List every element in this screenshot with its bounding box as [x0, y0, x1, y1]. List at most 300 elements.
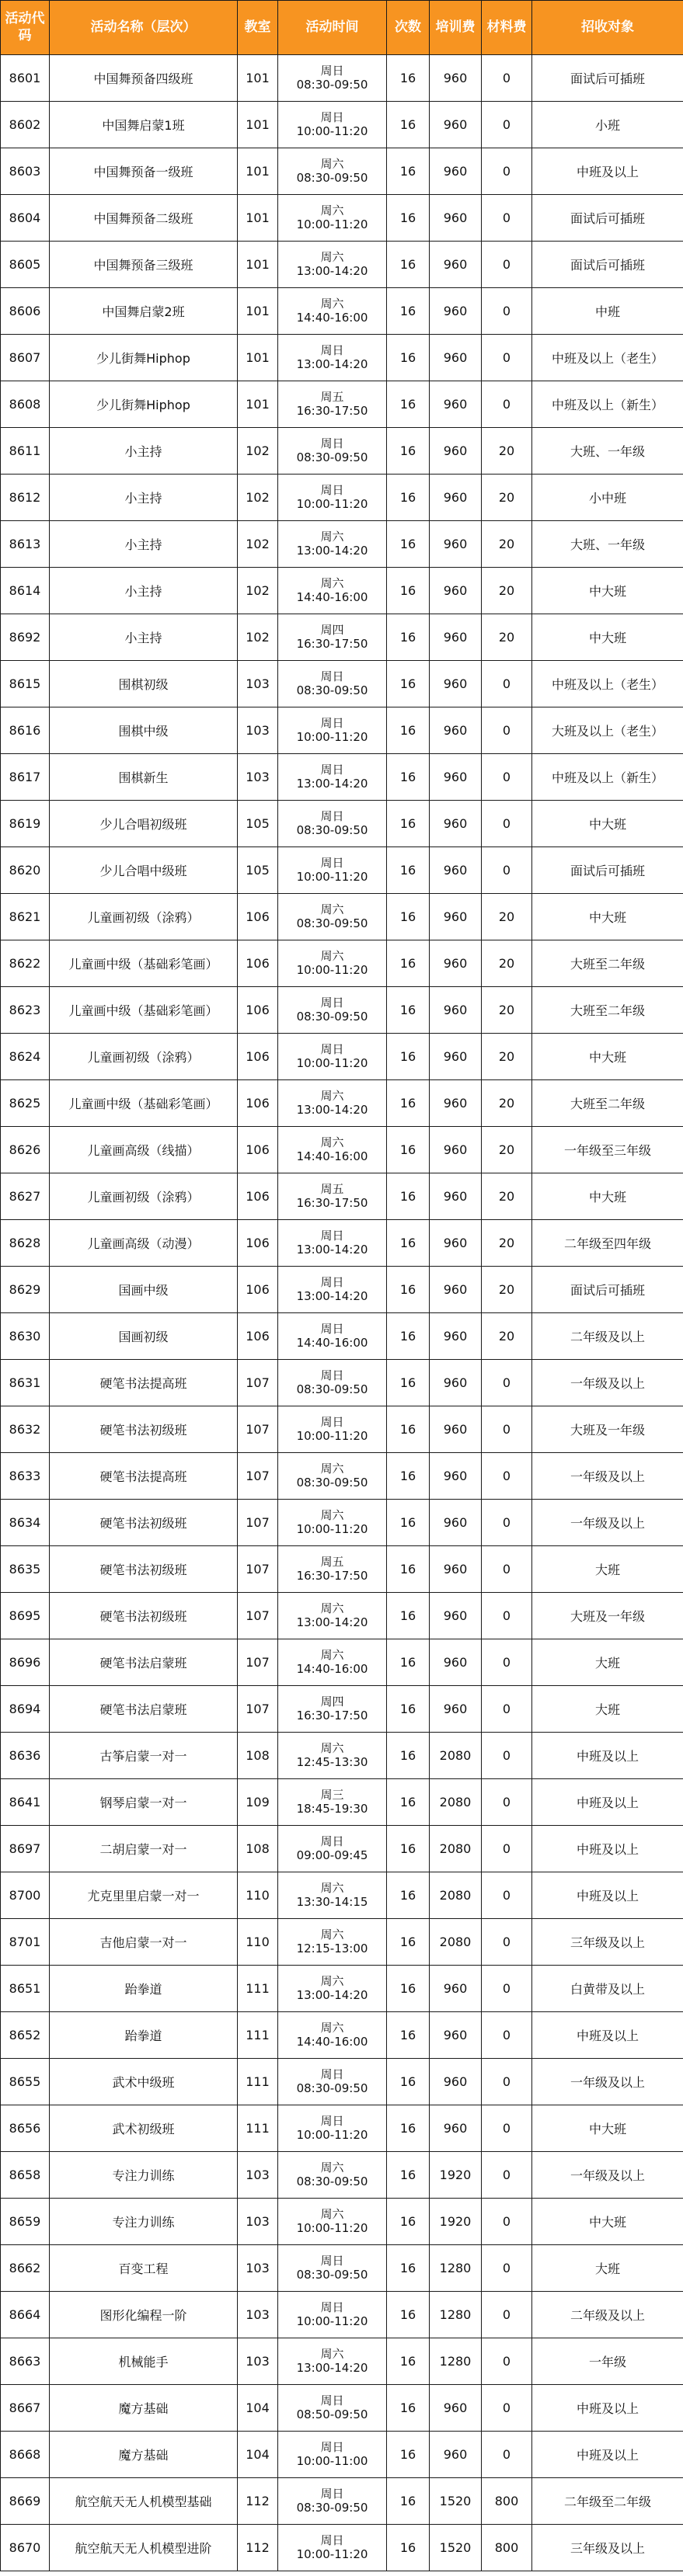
- activity-day: 周日: [320, 856, 344, 871]
- activity-code-cell: 8619: [1, 801, 50, 847]
- tuition-fee-cell: 960: [430, 1500, 482, 1546]
- activity-day: 周六: [320, 203, 344, 218]
- activity-day: 周三: [320, 1788, 344, 1803]
- activity-name-cell: 少儿街舞Hiphop: [50, 335, 238, 381]
- session-count-cell: 16: [387, 1313, 430, 1360]
- activity-day: 周六: [320, 1601, 344, 1616]
- tuition-fee-cell: 2080: [430, 1733, 482, 1779]
- target-students-cell: 中班及以上（新生）: [532, 754, 683, 801]
- activity-code-cell: 8669: [1, 2478, 50, 2525]
- classroom-cell: 101: [238, 195, 278, 242]
- activity-code-cell: 8614: [1, 568, 50, 614]
- activity-time-range: 10:00-11:20: [296, 962, 368, 977]
- activity-name-cell: 小主持: [50, 614, 238, 661]
- classroom-cell: 106: [238, 894, 278, 940]
- activity-day: 周日: [320, 2067, 344, 2082]
- activity-code-cell: 8632: [1, 1406, 50, 1453]
- material-fee-cell: 0: [482, 1406, 532, 1453]
- activity-time-range: 08:30-09:50: [296, 450, 368, 464]
- activity-day: 周日: [320, 1368, 344, 1383]
- classroom-cell: 103: [238, 2199, 278, 2245]
- material-fee-cell: 0: [482, 707, 532, 754]
- tuition-fee-cell: 2080: [430, 1779, 482, 1826]
- classroom-cell: 103: [238, 754, 278, 801]
- table-row: [1, 475, 683, 521]
- material-fee-cell: 0: [482, 1919, 532, 1966]
- activity-code-cell: 8627: [1, 1173, 50, 1220]
- tuition-fee-cell: 960: [430, 1220, 482, 1267]
- activity-day: 周日: [320, 110, 344, 125]
- material-fee-cell: 0: [482, 801, 532, 847]
- classroom-cell: 112: [238, 2478, 278, 2525]
- activity-code-cell: 8621: [1, 894, 50, 940]
- tuition-fee-cell: 1280: [430, 2338, 482, 2385]
- table-row: [1, 2105, 683, 2152]
- activity-name-cell: 中国舞启蒙2班: [50, 288, 238, 335]
- tuition-fee-cell: 960: [430, 1034, 482, 1080]
- session-count-cell: 16: [387, 2105, 430, 2152]
- activity-code-cell: 8656: [1, 2105, 50, 2152]
- table-row: [1, 1639, 683, 1686]
- activity-day: 周日: [320, 2300, 344, 2315]
- target-students-cell: 一年级及以上: [532, 1360, 683, 1406]
- activity-time-range: 10:00-11:20: [296, 496, 368, 511]
- activity-time-range: 16:30-17:50: [296, 403, 368, 418]
- activity-time-cell: [278, 707, 387, 754]
- activity-time-range: 14:40-16:00: [296, 589, 368, 604]
- material-fee-cell: 800: [482, 2478, 532, 2525]
- activity-time-range: 14:40-16:00: [296, 1149, 368, 1163]
- target-students-cell: 二年级及以上: [532, 2292, 683, 2338]
- activity-time-cell: [278, 894, 387, 940]
- classroom-cell: 107: [238, 1639, 278, 1686]
- target-students-cell: 中大班: [532, 894, 683, 940]
- activity-time-range: 16:30-17:50: [296, 636, 368, 651]
- classroom-cell: 108: [238, 1826, 278, 1872]
- activity-day: 周五: [320, 390, 344, 405]
- header-activity-time: 活动时间: [278, 1, 387, 55]
- session-count-cell: 16: [387, 2432, 430, 2478]
- target-students-cell: 大班及一年级: [532, 1593, 683, 1639]
- tuition-fee-cell: 1920: [430, 2152, 482, 2199]
- activity-time-range: 14:40-16:00: [296, 1661, 368, 1676]
- table-row: [1, 894, 683, 940]
- session-count-cell: 16: [387, 1453, 430, 1500]
- activity-code-cell: 8608: [1, 381, 50, 428]
- activity-time-cell: [278, 1779, 387, 1826]
- activity-time-cell: [278, 2292, 387, 2338]
- activity-day: 周日: [320, 996, 344, 1010]
- tuition-fee-cell: 2080: [430, 1872, 482, 1919]
- session-count-cell: 16: [387, 1546, 430, 1593]
- tuition-fee-cell: 960: [430, 614, 482, 661]
- material-fee-cell: 20: [482, 1267, 532, 1313]
- activity-day: 周六: [320, 2021, 344, 2035]
- classroom-cell: 103: [238, 2245, 278, 2292]
- material-fee-cell: 20: [482, 1313, 532, 1360]
- target-students-cell: 一年级: [532, 2338, 683, 2385]
- activity-name-cell: 专注力训练: [50, 2152, 238, 2199]
- table-row: [1, 614, 683, 661]
- tuition-fee-cell: 960: [430, 1453, 482, 1500]
- classroom-cell: 101: [238, 381, 278, 428]
- session-count-cell: 16: [387, 894, 430, 940]
- activity-name-cell: 航空航天无人机模型基础: [50, 2478, 238, 2525]
- activity-time-cell: [278, 381, 387, 428]
- activity-name-cell: 硬笔书法提高班: [50, 1453, 238, 1500]
- activity-time-cell: [278, 2199, 387, 2245]
- target-students-cell: 大班、一年级: [532, 521, 683, 568]
- material-fee-cell: 20: [482, 1127, 532, 1173]
- activity-code-cell: 8692: [1, 614, 50, 661]
- material-fee-cell: 0: [482, 1360, 532, 1406]
- material-fee-cell: 0: [482, 1500, 532, 1546]
- activity-time-cell: [278, 55, 387, 102]
- activity-day: 周日: [320, 2440, 344, 2455]
- material-fee-cell: 0: [482, 2245, 532, 2292]
- activity-name-cell: 小主持: [50, 428, 238, 475]
- activity-code-cell: 8659: [1, 2199, 50, 2245]
- activity-name-cell: 图形化编程一阶: [50, 2292, 238, 2338]
- table-row: [1, 847, 683, 894]
- activity-time-cell: [278, 102, 387, 148]
- activity-time-cell: [278, 2525, 387, 2571]
- activity-day: 周六: [320, 2347, 344, 2362]
- activity-time-range: 08:30-09:50: [296, 822, 368, 837]
- activity-name-cell: 硬笔书法初级班: [50, 1593, 238, 1639]
- activity-code-cell: 8700: [1, 1872, 50, 1919]
- tuition-fee-cell: 960: [430, 1639, 482, 1686]
- activity-time-range: 10:00-11:20: [296, 2314, 368, 2328]
- activity-time-range: 14:40-16:00: [296, 310, 368, 325]
- activity-day: 周日: [320, 1042, 344, 1057]
- activity-code-cell: 8667: [1, 2385, 50, 2432]
- activity-code-cell: 8694: [1, 1686, 50, 1733]
- activity-time-cell: [278, 2432, 387, 2478]
- material-fee-cell: 0: [482, 335, 532, 381]
- session-count-cell: 16: [387, 754, 430, 801]
- activity-name-cell: 儿童画中级（基础彩笔画）: [50, 987, 238, 1034]
- activity-name-cell: 国画中级: [50, 1267, 238, 1313]
- activity-time-range: 13:00-14:20: [296, 1288, 368, 1303]
- activity-code-cell: 8663: [1, 2338, 50, 2385]
- table-row: [1, 2152, 683, 2199]
- target-students-cell: 白黄带及以上: [532, 1966, 683, 2012]
- target-students-cell: 大班: [532, 1546, 683, 1593]
- tuition-fee-cell: 1520: [430, 2478, 482, 2525]
- session-count-cell: 16: [387, 335, 430, 381]
- tuition-fee-cell: 960: [430, 521, 482, 568]
- activity-day: 周日: [320, 669, 344, 684]
- tuition-fee-cell: 960: [430, 661, 482, 707]
- material-fee-cell: 0: [482, 2059, 532, 2105]
- activity-name-cell: 机械能手: [50, 2338, 238, 2385]
- activity-time-cell: [278, 1406, 387, 1453]
- activity-code-cell: 8641: [1, 1779, 50, 1826]
- tuition-fee-cell: 960: [430, 1127, 482, 1173]
- target-students-cell: 一年级及以上: [532, 1453, 683, 1500]
- session-count-cell: 16: [387, 148, 430, 195]
- material-fee-cell: 0: [482, 1872, 532, 1919]
- activity-time-range: 08:30-09:50: [296, 916, 368, 930]
- classroom-cell: 106: [238, 1267, 278, 1313]
- tuition-fee-cell: 960: [430, 1966, 482, 2012]
- table-row: [1, 1127, 683, 1173]
- classroom-cell: 106: [238, 1173, 278, 1220]
- activity-time-range: 13:00-14:20: [296, 1615, 368, 1629]
- table-header-row: [1, 1, 683, 55]
- classroom-cell: 105: [238, 801, 278, 847]
- target-students-cell: 三年级及以上: [532, 1919, 683, 1966]
- activity-day: 周六: [320, 1881, 344, 1896]
- target-students-cell: 大班至二年级: [532, 940, 683, 987]
- tuition-fee-cell: 960: [430, 195, 482, 242]
- target-students-cell: 小班: [532, 102, 683, 148]
- activity-day: 周日: [320, 1834, 344, 1849]
- activity-name-cell: 小主持: [50, 568, 238, 614]
- tuition-fee-cell: 960: [430, 1686, 482, 1733]
- target-students-cell: 中班及以上: [532, 2385, 683, 2432]
- activity-name-cell: 硬笔书法初级班: [50, 1546, 238, 1593]
- tuition-fee-cell: 960: [430, 987, 482, 1034]
- material-fee-cell: 0: [482, 754, 532, 801]
- activity-name-cell: 中国舞预备二级班: [50, 195, 238, 242]
- activity-time-cell: [278, 1267, 387, 1313]
- target-students-cell: 大班至二年级: [532, 1080, 683, 1127]
- activity-name-cell: 儿童画高级（动漫）: [50, 1220, 238, 1267]
- activity-time-cell: [278, 2012, 387, 2059]
- activity-name-cell: 跆拳道: [50, 1966, 238, 2012]
- table-row: [1, 521, 683, 568]
- classroom-cell: 103: [238, 2152, 278, 2199]
- activity-name-cell: 围棋中级: [50, 707, 238, 754]
- activity-name-cell: 儿童画中级（基础彩笔画）: [50, 940, 238, 987]
- material-fee-cell: 0: [482, 1686, 532, 1733]
- header-session-count: 次数: [387, 1, 430, 55]
- material-fee-cell: 0: [482, 2012, 532, 2059]
- table-row: [1, 2525, 683, 2571]
- target-students-cell: 二年级至二年级: [532, 2478, 683, 2525]
- table-row: [1, 1686, 683, 1733]
- activity-code-cell: 8617: [1, 754, 50, 801]
- activity-code-cell: 8612: [1, 475, 50, 521]
- tuition-fee-cell: 960: [430, 940, 482, 987]
- tuition-fee-cell: 960: [430, 428, 482, 475]
- activity-name-cell: 吉他启蒙一对一: [50, 1919, 238, 1966]
- tuition-fee-cell: 960: [430, 475, 482, 521]
- tuition-fee-cell: 2080: [430, 1826, 482, 1872]
- table-row: [1, 2478, 683, 2525]
- activity-time-range: 08:50-09:50: [296, 2407, 368, 2421]
- table-row: [1, 242, 683, 288]
- activity-time-cell: [278, 1919, 387, 1966]
- activity-day: 周日: [320, 2487, 344, 2501]
- target-students-cell: 大班: [532, 2245, 683, 2292]
- session-count-cell: 16: [387, 1220, 430, 1267]
- activity-code-cell: 8629: [1, 1267, 50, 1313]
- activity-name-cell: 硬笔书法提高班: [50, 1360, 238, 1406]
- activity-code-cell: 8615: [1, 661, 50, 707]
- activity-day: 周日: [320, 343, 344, 358]
- tuition-fee-cell: 960: [430, 1593, 482, 1639]
- activity-day: 周六: [320, 530, 344, 544]
- activity-day: 周日: [320, 436, 344, 451]
- activity-day: 周四: [320, 623, 344, 638]
- tuition-fee-cell: 960: [430, 2059, 482, 2105]
- activity-code-cell: 8634: [1, 1500, 50, 1546]
- activity-time-range: 08:30-09:50: [296, 2174, 368, 2188]
- activity-name-cell: 硬笔书法启蒙班: [50, 1686, 238, 1733]
- session-count-cell: 16: [387, 1127, 430, 1173]
- activity-name-cell: 中国舞预备四级班: [50, 55, 238, 102]
- material-fee-cell: 0: [482, 2152, 532, 2199]
- tuition-fee-cell: 960: [430, 1546, 482, 1593]
- table-row: [1, 55, 683, 102]
- activity-day: 周日: [320, 809, 344, 824]
- table-row: [1, 1546, 683, 1593]
- activity-time-cell: [278, 475, 387, 521]
- material-fee-cell: 0: [482, 2432, 532, 2478]
- activity-time-range: 08:30-09:50: [296, 77, 368, 92]
- table-row: [1, 428, 683, 475]
- session-count-cell: 16: [387, 661, 430, 707]
- classroom-cell: 111: [238, 2059, 278, 2105]
- activity-time-range: 10:00-11:20: [296, 1428, 368, 1443]
- activity-code-cell: 8635: [1, 1546, 50, 1593]
- activity-code-cell: 8616: [1, 707, 50, 754]
- tuition-fee-cell: 1280: [430, 2245, 482, 2292]
- activity-time-cell: [278, 428, 387, 475]
- activity-time-range: 08:30-09:50: [296, 1382, 368, 1396]
- classroom-cell: 107: [238, 1686, 278, 1733]
- tuition-fee-cell: 1520: [430, 2525, 482, 2571]
- session-count-cell: 16: [387, 2292, 430, 2338]
- activity-time-cell: [278, 661, 387, 707]
- material-fee-cell: 0: [482, 195, 532, 242]
- activity-day: 周日: [320, 2114, 344, 2129]
- activity-day: 周五: [320, 1555, 344, 1570]
- activity-code-cell: 8622: [1, 940, 50, 987]
- session-count-cell: 16: [387, 1919, 430, 1966]
- table-row: [1, 148, 683, 195]
- material-fee-cell: 0: [482, 2292, 532, 2338]
- tuition-fee-cell: 960: [430, 148, 482, 195]
- activity-name-cell: 航空航天无人机模型进阶: [50, 2525, 238, 2571]
- session-count-cell: 16: [387, 614, 430, 661]
- material-fee-cell: 0: [482, 288, 532, 335]
- activity-name-cell: 专注力训练: [50, 2199, 238, 2245]
- activity-day: 周日: [320, 716, 344, 731]
- activity-time-cell: [278, 987, 387, 1034]
- classroom-cell: 104: [238, 2432, 278, 2478]
- activity-time-cell: [278, 1733, 387, 1779]
- classroom-cell: 107: [238, 1546, 278, 1593]
- table-row: [1, 335, 683, 381]
- material-fee-cell: 20: [482, 1173, 532, 1220]
- activity-name-cell: 小主持: [50, 521, 238, 568]
- material-fee-cell: 20: [482, 521, 532, 568]
- table-row: [1, 288, 683, 335]
- activity-time-cell: [278, 1080, 387, 1127]
- classroom-cell: 112: [238, 2525, 278, 2571]
- activity-time-cell: [278, 521, 387, 568]
- session-count-cell: 16: [387, 242, 430, 288]
- table-row: [1, 707, 683, 754]
- activity-time-cell: [278, 195, 387, 242]
- activity-time-cell: [278, 1546, 387, 1593]
- activity-name-cell: 小主持: [50, 475, 238, 521]
- table-row: [1, 195, 683, 242]
- target-students-cell: 中班: [532, 288, 683, 335]
- tuition-fee-cell: 960: [430, 568, 482, 614]
- activity-day: 周六: [320, 576, 344, 591]
- activity-time-range: 08:30-09:50: [296, 2081, 368, 2095]
- activity-code-cell: 8652: [1, 2012, 50, 2059]
- session-count-cell: 16: [387, 987, 430, 1034]
- activity-code-cell: 8623: [1, 987, 50, 1034]
- table-row: [1, 1220, 683, 1267]
- classroom-cell: 106: [238, 1220, 278, 1267]
- table-row: [1, 1080, 683, 1127]
- session-count-cell: 16: [387, 2012, 430, 2059]
- target-students-cell: 大班及一年级: [532, 1406, 683, 1453]
- header-activity-name: 活动名称（层次）: [50, 1, 238, 55]
- material-fee-cell: 20: [482, 614, 532, 661]
- classroom-cell: 104: [238, 2385, 278, 2432]
- activity-day: 周日: [320, 1229, 344, 1243]
- activity-code-cell: 8626: [1, 1127, 50, 1173]
- material-fee-cell: 20: [482, 475, 532, 521]
- session-count-cell: 16: [387, 521, 430, 568]
- target-students-cell: 中班及以上（老生）: [532, 661, 683, 707]
- classroom-cell: 103: [238, 2338, 278, 2385]
- target-students-cell: 一年级及以上: [532, 1500, 683, 1546]
- activity-time-range: 13:00-14:20: [296, 776, 368, 791]
- activity-time-cell: [278, 940, 387, 987]
- table-row: [1, 1826, 683, 1872]
- target-students-cell: 中班及以上（老生）: [532, 335, 683, 381]
- material-fee-cell: 20: [482, 894, 532, 940]
- table-row: [1, 1779, 683, 1826]
- activity-time-range: 12:45-13:30: [296, 1754, 368, 1769]
- activity-time-range: 10:00-11:00: [296, 2453, 368, 2468]
- activity-day: 周六: [320, 297, 344, 311]
- activity-name-cell: 古筝启蒙一对一: [50, 1733, 238, 1779]
- table-row: [1, 102, 683, 148]
- tuition-fee-cell: 960: [430, 102, 482, 148]
- activity-name-cell: 硬笔书法启蒙班: [50, 1639, 238, 1686]
- session-count-cell: 16: [387, 1733, 430, 1779]
- tuition-fee-cell: 960: [430, 288, 482, 335]
- header-activity-code: 活动代码: [1, 1, 50, 55]
- activity-time-range: 10:00-11:20: [296, 869, 368, 884]
- target-students-cell: 中班及以上: [532, 1826, 683, 1872]
- activity-day: 周六: [320, 1135, 344, 1150]
- session-count-cell: 16: [387, 102, 430, 148]
- activity-code-cell: 8655: [1, 2059, 50, 2105]
- activity-time-range: 12:15-13:00: [296, 1941, 368, 1955]
- header-classroom: 教室: [238, 1, 278, 55]
- classroom-cell: 102: [238, 614, 278, 661]
- activity-code-cell: 8625: [1, 1080, 50, 1127]
- activity-time-range: 08:30-09:50: [296, 1475, 368, 1490]
- session-count-cell: 16: [387, 1034, 430, 1080]
- activity-code-cell: 8658: [1, 2152, 50, 2199]
- activity-code-cell: 8628: [1, 1220, 50, 1267]
- activity-code-cell: 8602: [1, 102, 50, 148]
- tuition-fee-cell: 960: [430, 242, 482, 288]
- session-count-cell: 16: [387, 2059, 430, 2105]
